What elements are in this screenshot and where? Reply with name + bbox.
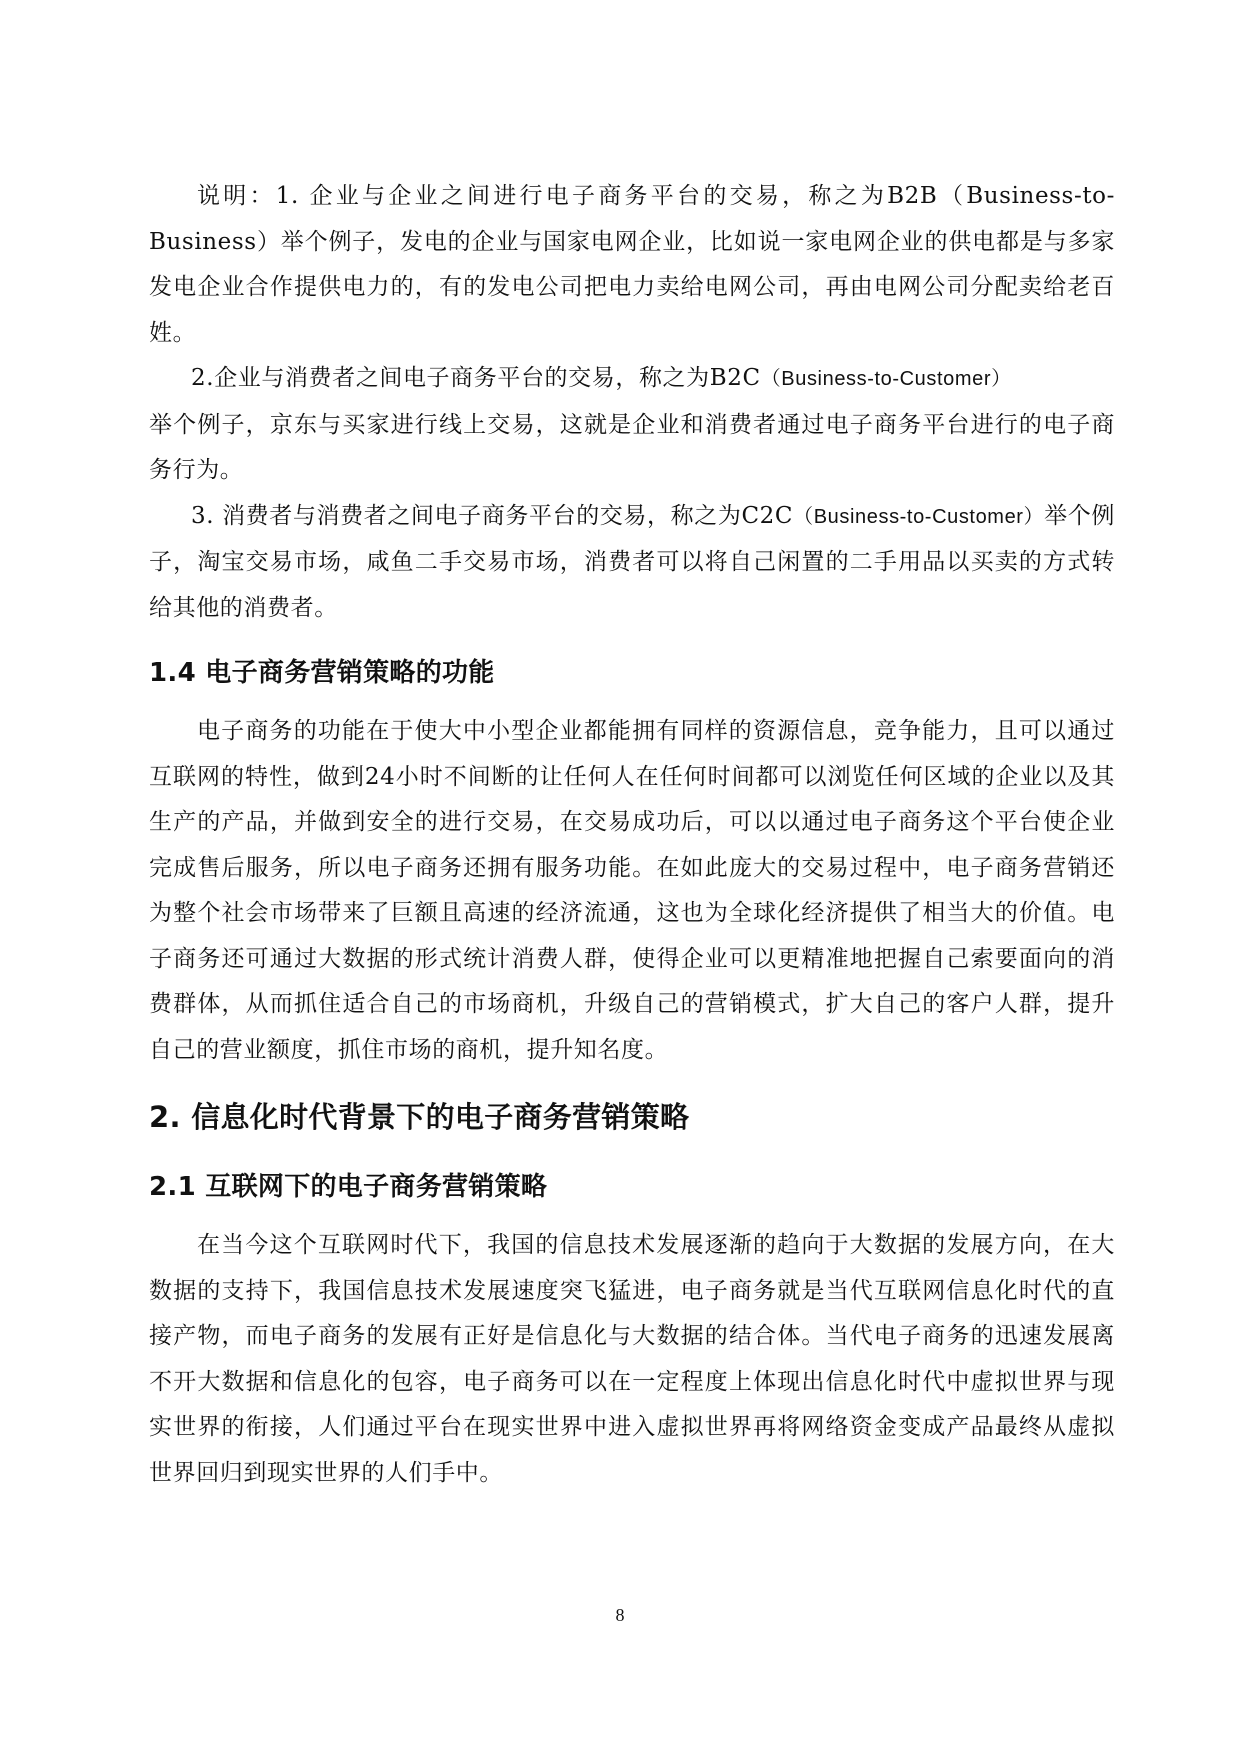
note-item-c2c-example: 举个例子，淘宝交易市场，咸鱼二手交易市场，消费者可以将自己闲置的二手用品以买卖的方式转给其他的消费者。	[149, 502, 1115, 621]
note-item-c2c	[149, 494, 1115, 632]
note-item-b2c-example: 举个例子，京东与买家进行线上交易，这就是企业和消费者通过电子商务平台进行的电子商务行为。	[149, 411, 1115, 483]
section-2-1-body: 在当今这个互联网时代下，我国的信息技术发展逐渐的趋向于大数据的发展方向，在大数据的支持下，我国信息技术发展速度突飞猛进，电子商务就是当代互联网信息化时代的直接产物，而电子商务的发展有正好是信息化与大数据的结合体。当代电子商务的迅速发展离不开大数据和信息化的包容，电子商务可以在一定程度上体现出信息化时代中虚拟世界与现实世界的衔接，人们通过平台在现实世界中进入虚拟世界再将网络资金变成产品最终从虚拟世界回归到现实世界的人们手中。	[149, 1232, 1115, 1486]
note-item-b2b: 说明：1. 企业与企业之间进行电子商务平台的交易，称之为B2B（Business-to-Business）举个例子，发电的企业与国家电网企业，比如说一家电网企业的供电都是与多家发电企业合作提供电力的，有的发电公司把电力卖给电网公司，再由电网公司分配卖给老百姓。	[149, 183, 1115, 346]
page-content	[149, 174, 1115, 1496]
section-1-4-body: 电子商务的功能在于使大中小型企业都能拥有同样的资源信息，竞争能力，且可以通过互联网的特性，做到24小时不间断的让任何人在任何时间都可以浏览任何区域的企业以及其生产的产品，并做到安全的进行交易，在交易成功后，可以以通过电子商务这个平台使企业完成售后服务，所以电子商务还拥有服务功能。在如此庞大的交易过程中，电子商务营销还为整个社会市场带来了巨额且高速的经济流通，这也为全球化经济提供了相当大的价值。电子商务还可通过大数据的形式统计消费人群，使得企业可以更精准地把握自己索要面向的消费群体，从而抓住适合自己的市场商机，升级自己的营销模式，扩大自己的客户人群，提升自己的营业额度，抓住市场的商机，提升知名度。	[149, 718, 1115, 1063]
note-item-b2c-text: 2.企业与消费者之间电子商务平台的交易，称之为B2C	[191, 365, 761, 391]
note-item-c2c-term: （Business-to-Customer）	[793, 505, 1045, 528]
note-item-b2c	[149, 356, 1115, 494]
chapter-heading-2: 2. 信息化时代背景下的电子商务营销策略	[149, 1100, 690, 1134]
section-heading-2-1: 2.1 互联网下的电子商务营销策略	[149, 1172, 548, 1202]
page-number: 8	[615, 1605, 625, 1625]
note-item-c2c-text: 3. 消费者与消费者之间电子商务平台的交易，称之为C2C	[191, 502, 794, 529]
note-item-b2c-term: （Business-to-Customer）	[760, 368, 1012, 390]
section-heading-1-4: 1.4 电子商务营销策略的功能	[149, 658, 495, 688]
